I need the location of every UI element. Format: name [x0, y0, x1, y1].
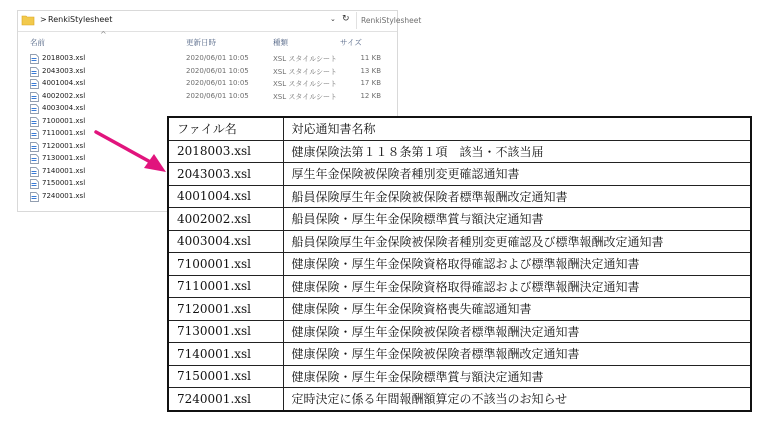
- xsl-file-icon: [30, 192, 39, 202]
- table-row: [168, 230, 751, 253]
- file-size: 13 KB: [360, 66, 381, 75]
- column-modified[interactable]: 更新日時: [186, 38, 216, 47]
- header-file-name: ファイル名: [168, 117, 283, 140]
- header-notice-name: 対応通知書名称: [283, 117, 751, 140]
- cell-file-name: 7140001.xsl: [168, 343, 283, 366]
- cell-notice-name: 船員保険厚生年金保険被保険者種別変更確認及び標準報酬改定通知書: [283, 230, 751, 253]
- chevron-down-icon[interactable]: ⌄: [330, 15, 336, 23]
- cell-notice-name: 定時決定に係る年間報酬額算定の不該当のお知らせ: [283, 388, 751, 411]
- cell-file-name: 7130001.xsl: [168, 320, 283, 343]
- xsl-file-icon: [30, 104, 39, 114]
- file-name: 7100001.xsl: [42, 116, 86, 125]
- table-row: [168, 320, 751, 343]
- file-modified: 2020/06/01 10:05: [186, 66, 249, 75]
- refresh-icon[interactable]: ↻: [342, 14, 350, 24]
- table-row: [168, 185, 751, 208]
- table-row: [168, 388, 751, 411]
- file-name: 7110001.xsl: [42, 129, 86, 137]
- column-name[interactable]: 名前: [30, 38, 45, 47]
- table-row: [168, 365, 751, 388]
- column-type[interactable]: 種類: [273, 38, 288, 47]
- file-type: XSL スタイルシート: [273, 55, 338, 63]
- address-bar[interactable]: [18, 11, 422, 32]
- xsl-file-icon: [30, 79, 39, 89]
- breadcrumb-folder[interactable]: RenkiStylesheet: [48, 15, 113, 24]
- cell-notice-name: 船員保険・厚生年金保険標準賞与額決定通知書: [283, 208, 751, 231]
- file-row[interactable]: [18, 103, 397, 115]
- cell-file-name: 4003004.xsl: [168, 230, 283, 253]
- file-type: XSL スタイルシート: [273, 67, 338, 76]
- xsl-file-icon: [30, 54, 39, 64]
- cell-file-name: 2018003.xsl: [168, 140, 283, 163]
- cell-notice-name: 健康保険・厚生年金保険資格喪失確認通知書: [283, 298, 751, 321]
- cell-file-name: 4002002.xsl: [168, 208, 283, 231]
- cell-file-name: 7100001.xsl: [168, 253, 283, 276]
- file-size: 12 KB: [360, 91, 381, 100]
- file-type: XSL スタイルシート: [273, 80, 338, 88]
- xsl-file-icon: [30, 154, 39, 164]
- file-modified: 2020/06/01 10:05: [186, 79, 249, 87]
- xsl-file-icon: [30, 167, 39, 177]
- stylesheet-mapping-table: [167, 116, 752, 412]
- file-modified: 2020/06/01 10:05: [186, 91, 249, 100]
- xsl-file-icon: [30, 129, 39, 139]
- file-name: 7240001.xsl: [42, 191, 86, 200]
- column-header: [18, 31, 397, 51]
- table-row: [168, 253, 751, 276]
- cell-file-name: 7120001.xsl: [168, 298, 283, 321]
- table-row: [168, 298, 751, 321]
- xsl-file-icon: [30, 117, 39, 127]
- file-row[interactable]: [18, 66, 397, 78]
- file-name: 2018003.xsl: [42, 54, 86, 62]
- table-row: [168, 163, 751, 186]
- file-row[interactable]: [18, 91, 397, 103]
- file-name: 4002002.xsl: [42, 91, 86, 100]
- table-row: [168, 208, 751, 231]
- file-name: 2043003.xsl: [42, 66, 86, 75]
- file-name: 7140001.xsl: [42, 166, 86, 175]
- table-header-row: [168, 117, 751, 140]
- cell-notice-name: 健康保険法第１１８条第１項 該当・不該当届: [283, 140, 751, 163]
- cell-file-name: 7110001.xsl: [168, 275, 283, 298]
- cell-notice-name: 健康保険・厚生年金保険標準賞与額決定通知書: [283, 365, 751, 388]
- table-row: [168, 275, 751, 298]
- file-row[interactable]: [18, 53, 397, 65]
- file-type: XSL スタイルシート: [273, 92, 338, 101]
- breadcrumb-separator: >: [40, 15, 47, 24]
- file-row[interactable]: [18, 78, 397, 90]
- pointer-arrow-icon: [92, 128, 172, 178]
- cell-notice-name: 健康保険・厚生年金保険資格取得確認および標準報酬決定通知書: [283, 253, 751, 276]
- xsl-file-icon: [30, 92, 39, 102]
- cell-notice-name: 厚生年金保険被保険者種別変更確認通知書: [283, 163, 751, 186]
- xsl-file-icon: [30, 142, 39, 152]
- cell-notice-name: 健康保険・厚生年金保険被保険者標準報酬決定通知書: [283, 320, 751, 343]
- file-name: 4001004.xsl: [42, 79, 86, 87]
- table-row: [168, 343, 751, 366]
- xsl-file-icon: [30, 67, 39, 77]
- cell-notice-name: 健康保険・厚生年金保険資格取得確認および標準報酬決定通知書: [283, 275, 751, 298]
- cell-file-name: 7240001.xsl: [168, 388, 283, 411]
- file-name: 7130001.xsl: [42, 154, 86, 162]
- file-modified: 2020/06/01 10:05: [186, 54, 249, 62]
- file-size: 17 KB: [360, 79, 381, 87]
- cell-notice-name: 船員保険厚生年金保険被保険者標準報酬改定通知書: [283, 185, 751, 208]
- xsl-file-icon: [30, 179, 39, 189]
- column-size[interactable]: サイズ: [340, 38, 362, 47]
- search-input[interactable]: RenkiStylesheet: [356, 12, 404, 29]
- sort-ascending-icon: ^: [100, 30, 107, 39]
- cell-notice-name: 健康保険・厚生年金保険被保険者標準報酬改定通知書: [283, 343, 751, 366]
- folder-icon: [22, 15, 34, 25]
- file-size: 11 KB: [360, 54, 381, 62]
- table-row: [168, 140, 751, 163]
- cell-file-name: 4001004.xsl: [168, 185, 283, 208]
- cell-file-name: 7150001.xsl: [168, 365, 283, 388]
- file-name: 4003004.xsl: [42, 104, 86, 112]
- file-name: 7120001.xsl: [42, 141, 86, 150]
- cell-file-name: 2043003.xsl: [168, 163, 283, 186]
- file-name: 7150001.xsl: [42, 179, 86, 187]
